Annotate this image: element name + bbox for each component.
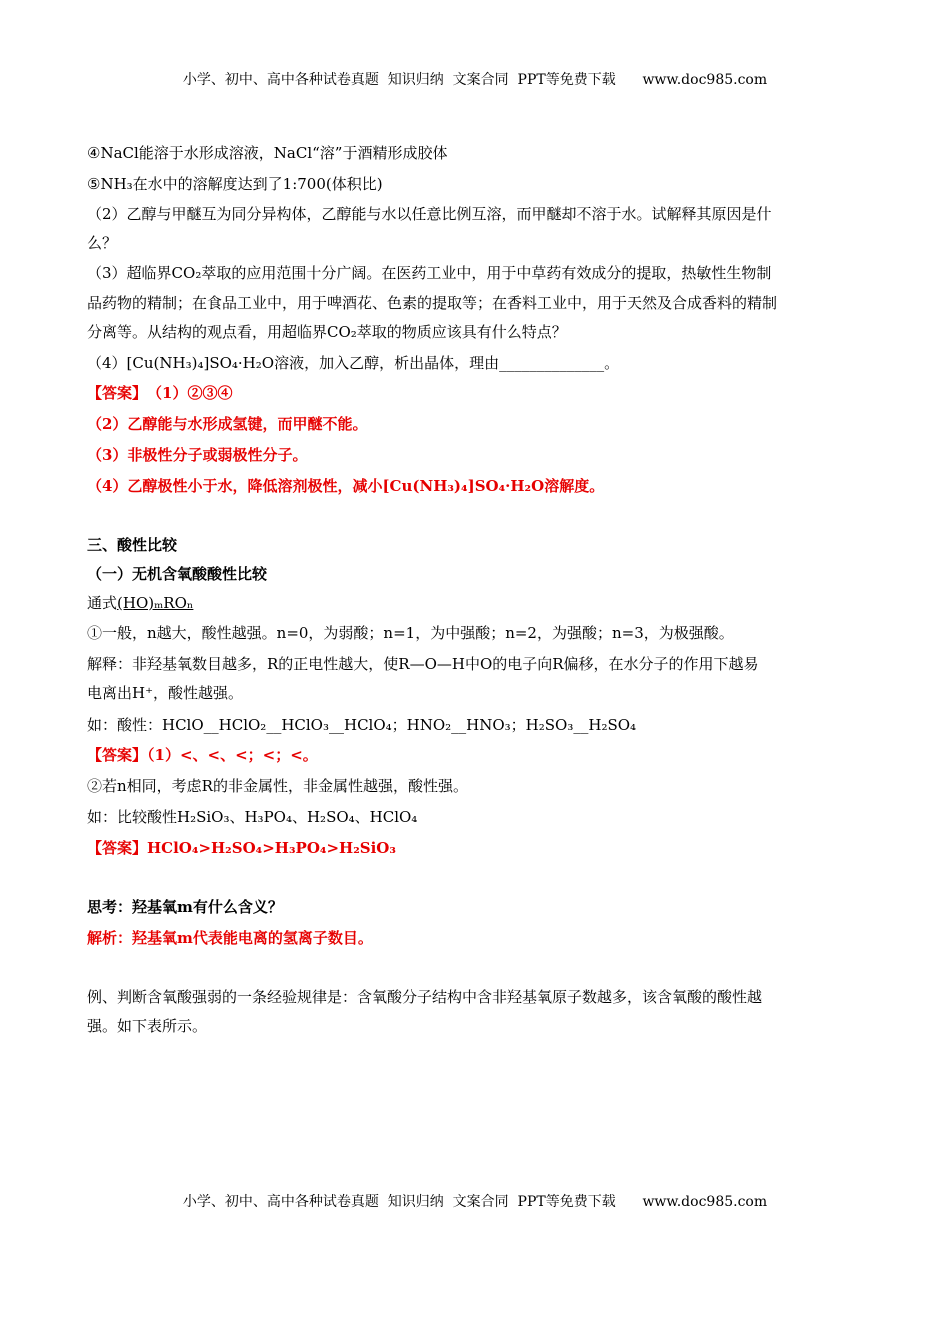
general-formula: (HO)ₘROₙ: [117, 594, 194, 612]
text-line: 如：酸性：HClO__HClO₂__HClO₃__HClO₄；HNO₂__HNO₃；H₂SO₃__H₂SO₄: [87, 716, 637, 734]
text-line: （3）超临界CO₂萃取的应用范围十分广阔。在医药工业中，用于中草药有效成分的提取，热敏性生物制: [87, 264, 772, 282]
page-header: 小学、初中、高中各种试卷真题 知识归纳 文案合同 PPT等免费下载 www.doc985.com: [182, 72, 768, 88]
answer-line: 【答案】（1）<、<、<；<；<。: [87, 746, 318, 764]
example-line: 强。如下表所示。: [87, 1017, 208, 1035]
page-footer: 小学、初中、高中各种试卷真题 知识归纳 文案合同 PPT等免费下载 www.doc985.com: [182, 1194, 768, 1210]
text-line: 分离等。从结构的观点看，用超临界CO₂萃取的物质应该具有什么特点？: [87, 323, 567, 341]
subsection-title: （一）无机含氧酸酸性比较: [87, 565, 268, 583]
text-line: ②若n相同，考虑R的非金属性，非金属性越强，酸性强。: [87, 777, 468, 795]
answer-line: 【答案】 （1）②③④: [87, 384, 233, 402]
answer-line: （3）非极性分子或弱极性分子。: [87, 446, 308, 464]
answer-line: 【答案】HClO₄>H₂SO₄>H₃PO₄>H₂SiO₃: [87, 839, 396, 857]
text-line: 电离出H⁺，酸性越强。: [87, 684, 243, 702]
text-line: （4）[Cu(NH₃)₄]SO₄·H₂O溶液，加入乙醇，析出晶体，理由______________。: [87, 354, 620, 372]
text-line: ⑤NH₃在水中的溶解度达到了1:700(体积比): [87, 175, 383, 193]
text-line: 品药物的精制；在食品工业中，用于啤酒花、色素的提取等；在香料工业中，用于天然及合成香料的精制: [87, 294, 778, 312]
answer-line: （4）乙醇极性小于水，降低溶剂极性，减小[Cu(NH₃)₄]SO₄·H₂O溶解度。: [87, 477, 605, 495]
text-line: 如：比较酸性H₂SiO₃、H₃PO₄、H₂SO₄、HClO₄: [87, 808, 418, 826]
formula-label: 通式: [87, 594, 118, 612]
text-line: ①一般，n越大，酸性越强。n=0，为弱酸；n=1，为中强酸；n=2，为强酸；n=3，为极强酸。: [87, 624, 734, 642]
think-question: 思考：羟基氧m有什么含义？: [87, 898, 283, 916]
think-answer: 解析：羟基氧m代表能电离的氢离子数目。: [87, 929, 373, 947]
text-line: ④NaCl能溶于水形成溶液，NaCl“溶”于酒精形成胶体: [87, 144, 448, 162]
answer-line: （2）乙醇能与水形成氢键，而甲醚不能。: [87, 415, 368, 433]
formula-line: [87, 593, 193, 613]
text-line: （2）乙醇与甲醚互为同分异构体，乙醇能与水以任意比例互溶，而甲醚却不溶于水。试解释其原因是什: [87, 205, 772, 223]
example-line: 例、判断含氧酸强弱的一条经验规律是：含氧酸分子结构中含非羟基氧原子数越多，该含氧酸的酸性越: [87, 988, 763, 1006]
section-title: 三、酸性比较: [87, 536, 178, 554]
text-line: 么？: [87, 234, 118, 252]
text-line: 解释：非羟基氧数目越多，R的正电性越大，使R—O—H中O的电子向R偏移，在水分子的作用下越易: [87, 655, 759, 673]
